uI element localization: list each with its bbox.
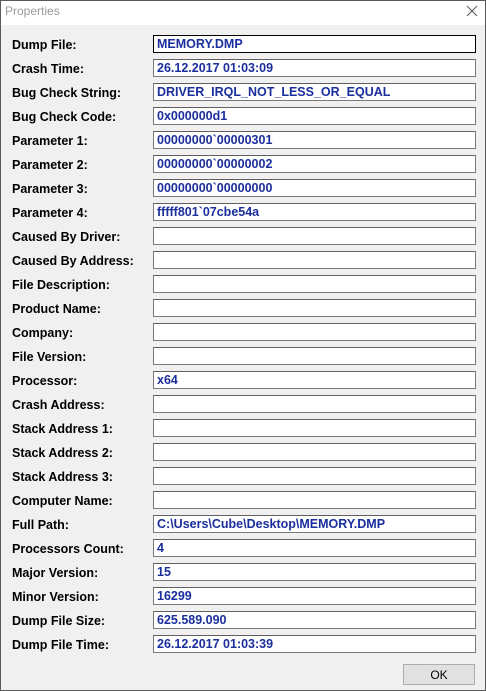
property-value-field[interactable]: 0x000000d1 [153,107,476,125]
property-value-field[interactable]: 00000000`00000002 [153,155,476,173]
property-value-field[interactable] [153,491,476,509]
property-row [1,321,485,345]
property-row [1,417,485,441]
property-label: Dump File Time: [12,638,110,652]
property-value-field[interactable] [153,419,476,437]
property-row [1,129,485,153]
property-value-field[interactable]: 26.12.2017 01:03:39 [153,635,476,653]
property-label: Crash Time: [12,62,85,76]
title-bar [1,1,485,25]
property-row [1,153,485,177]
property-label: File Description: [12,278,110,292]
property-label: Minor Version: [12,590,99,604]
property-value-field[interactable]: DRIVER_IRQL_NOT_LESS_OR_EQUAL [153,83,476,101]
property-value-field[interactable] [153,227,476,245]
property-value-field[interactable] [153,275,476,293]
property-label: Stack Address 2: [12,446,113,460]
property-row [1,249,485,273]
property-value-field[interactable]: fffff801`07cbe54a [153,203,476,221]
property-label: Parameter 1: [12,134,88,148]
property-label: Crash Address: [12,398,105,412]
property-label: Product Name: [12,302,101,316]
property-row [1,273,485,297]
property-label: File Version: [12,350,87,364]
property-label: Dump File Size: [12,614,106,628]
property-row [1,513,485,537]
property-label: Parameter 2: [12,158,88,172]
property-label: Computer Name: [12,494,113,508]
property-value-field[interactable] [153,251,476,269]
property-value-field[interactable]: MEMORY.DMP [153,35,476,53]
property-row [1,81,485,105]
property-row [1,561,485,585]
property-value-field[interactable] [153,467,476,485]
property-row [1,633,485,657]
property-value-field[interactable] [153,443,476,461]
property-label: Dump File: [12,38,77,52]
property-row [1,465,485,489]
property-row [1,441,485,465]
property-value-field[interactable] [153,299,476,317]
property-value-field[interactable] [153,395,476,413]
property-row [1,609,485,633]
property-value-field[interactable]: 4 [153,539,476,557]
ok-button[interactable]: OK [403,664,475,685]
window-title: Properties [5,4,60,18]
property-row [1,369,485,393]
property-label: Bug Check Code: [12,110,117,124]
property-label: Major Version: [12,566,99,580]
property-label: Stack Address 1: [12,422,113,436]
property-label: Parameter 3: [12,182,88,196]
property-label: Parameter 4: [12,206,88,220]
property-label: Processor: [12,374,78,388]
property-row [1,201,485,225]
property-value-field[interactable]: 15 [153,563,476,581]
properties-list [1,33,485,657]
property-row [1,57,485,81]
property-label: Stack Address 3: [12,470,113,484]
property-label: Caused By Driver: [12,230,121,244]
property-row [1,345,485,369]
property-value-field[interactable]: C:\Users\Cube\Desktop\MEMORY.DMP [153,515,476,533]
property-row [1,537,485,561]
property-row [1,393,485,417]
property-value-field[interactable] [153,323,476,341]
property-row [1,297,485,321]
property-value-field[interactable] [153,347,476,365]
property-value-field[interactable]: 625.589.090 [153,611,476,629]
property-value-field[interactable]: 26.12.2017 01:03:09 [153,59,476,77]
property-value-field[interactable]: 00000000`00000301 [153,131,476,149]
property-label: Company: [12,326,74,340]
property-value-field[interactable]: 00000000`00000000 [153,179,476,197]
property-row [1,585,485,609]
property-value-field[interactable]: x64 [153,371,476,389]
property-value-field[interactable]: 16299 [153,587,476,605]
property-row [1,33,485,57]
property-row [1,177,485,201]
property-label: Caused By Address: [12,254,134,268]
property-row [1,105,485,129]
property-row [1,489,485,513]
property-row [1,225,485,249]
property-label: Bug Check String: [12,86,122,100]
close-icon[interactable] [465,4,479,18]
property-label: Processors Count: [12,542,124,556]
property-label: Full Path: [12,518,69,532]
